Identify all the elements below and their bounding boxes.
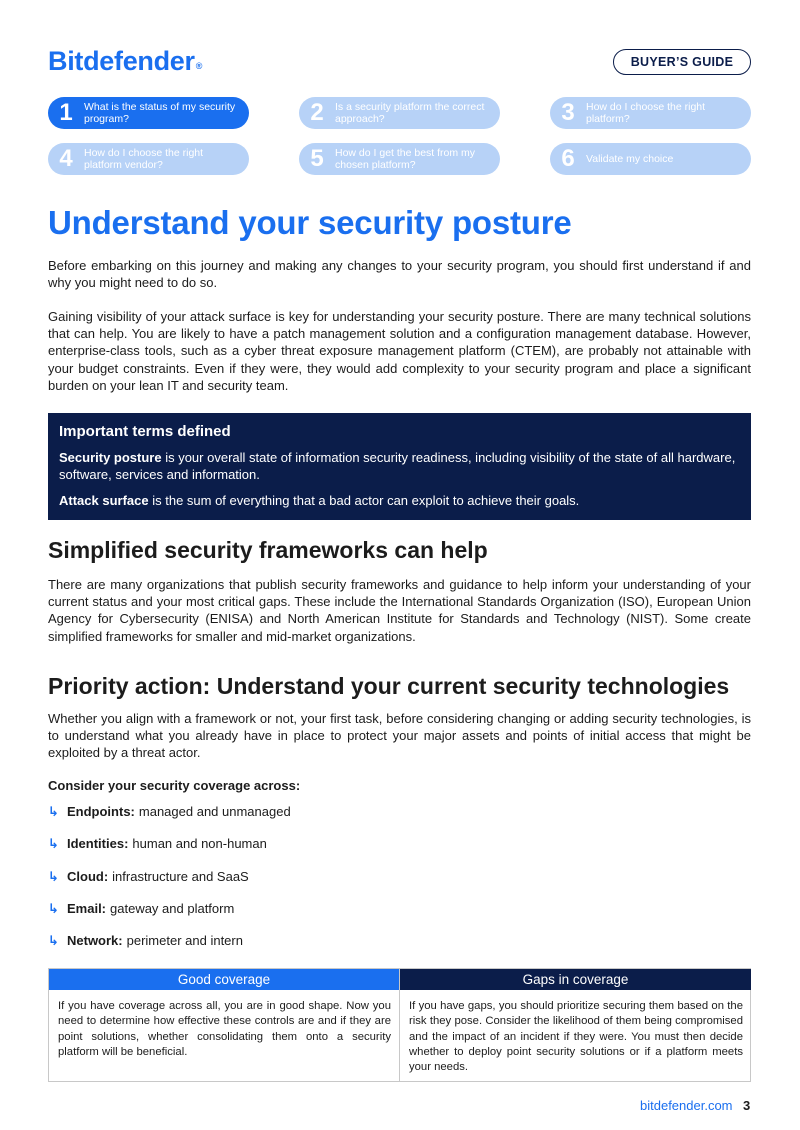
guide-steps-nav bbox=[48, 97, 751, 177]
item-text: infrastructure and SaaS bbox=[112, 868, 249, 884]
step-number: 2 bbox=[310, 99, 324, 126]
arrow-down-right-icon: ↳ bbox=[48, 868, 59, 884]
priority-prefix: Priority action: bbox=[48, 673, 217, 699]
buyers-guide-badge: BUYER’S GUIDE bbox=[613, 49, 751, 75]
arrow-down-right-icon: ↳ bbox=[48, 933, 59, 949]
coverage-comparison-table bbox=[48, 968, 751, 1082]
page-number: 3 bbox=[743, 1098, 751, 1113]
item-label: Identities: bbox=[67, 836, 129, 852]
step-number: 4 bbox=[59, 145, 73, 172]
step-label: How do I choose the right platform? bbox=[586, 101, 706, 125]
coverage-list bbox=[48, 804, 448, 965]
step-label: What is the status of my security program? bbox=[84, 101, 236, 125]
list-item bbox=[48, 933, 448, 965]
term-security-posture bbox=[59, 449, 740, 483]
important-terms-box bbox=[48, 413, 751, 520]
step-number: 5 bbox=[310, 145, 324, 172]
step-5[interactable] bbox=[299, 143, 500, 175]
step-number: 3 bbox=[561, 99, 575, 126]
term-attack-surface bbox=[59, 492, 740, 509]
bitdefender-logo[interactable] bbox=[48, 46, 202, 77]
item-label: Email: bbox=[67, 900, 107, 916]
page-header bbox=[48, 46, 751, 80]
priority-paragraph: Whether you align with a framework or not, your first task, before considering changing or adding security technologies, is to understand what you already have in place to protect your major assets and points of initial access that might be exploited by a threat actor. bbox=[48, 711, 751, 761]
step-3[interactable] bbox=[550, 97, 751, 129]
frameworks-heading: Simplified security frameworks can help bbox=[48, 537, 488, 563]
page-title: Understand your security posture bbox=[48, 204, 572, 241]
item-text: gateway and platform bbox=[110, 900, 235, 916]
list-item bbox=[48, 804, 448, 836]
step-label: How do I choose the right platform vendor? bbox=[84, 147, 204, 171]
step-number: 6 bbox=[561, 145, 575, 172]
step-label: How do I get the best from my chosen platform? bbox=[335, 147, 476, 171]
step-label: Validate my choice bbox=[586, 153, 674, 165]
step-4[interactable] bbox=[48, 143, 249, 175]
gaps-coverage-text: If you have gaps, you should prioritize securing them based on the risk they pose. Consider the likelihood of them being compromised and the impact of an incident if they were. You must then decide whether to deploy point security solutions or if a platform meets your needs. bbox=[409, 1000, 743, 1074]
item-text: perimeter and intern bbox=[126, 933, 243, 949]
term-definition: is your overall state of information security readiness, including visibility of the state of all hardware, software, services and information. bbox=[59, 450, 736, 483]
priority-action-heading bbox=[48, 673, 729, 700]
intro-paragraph: Before embarking on this journey and making any changes to your security program, you should first understand if and why you might need to do so. bbox=[48, 258, 751, 291]
step-number: 1 bbox=[59, 99, 73, 126]
coverage-list-heading: Consider your security coverage across: bbox=[48, 778, 301, 793]
term-name: Security posture bbox=[59, 450, 162, 465]
arrow-down-right-icon: ↳ bbox=[48, 836, 59, 852]
term-name: Attack surface bbox=[59, 493, 149, 509]
logo-text: Bitdefender bbox=[48, 46, 195, 76]
item-text: managed and unmanaged bbox=[138, 804, 291, 819]
good-coverage-header: Good coverage bbox=[49, 969, 399, 990]
terms-title: Important terms defined bbox=[59, 423, 231, 440]
footer-website-link[interactable]: bitdefender.com bbox=[640, 1098, 733, 1113]
gaps-coverage-header: Gaps in coverage bbox=[400, 969, 751, 990]
item-label: Network: bbox=[67, 933, 123, 949]
priority-title: Understand your current security technologies bbox=[216, 673, 730, 699]
good-coverage-text: If you have coverage across all, you are in good shape. Now you need to determine how effective these controls are and if they are point solutions, whether consolidating them onto a security platform will be beneficial. bbox=[58, 1000, 391, 1058]
logo-registered-mark: ® bbox=[195, 61, 203, 71]
good-coverage-column bbox=[49, 969, 400, 1081]
list-item bbox=[48, 869, 448, 901]
arrow-down-right-icon: ↳ bbox=[48, 804, 59, 819]
item-text: human and non-human bbox=[132, 836, 267, 852]
step-6[interactable] bbox=[550, 143, 751, 175]
step-label: Is a security platform the correct approach? bbox=[335, 101, 485, 125]
visibility-paragraph: Gaining visibility of your attack surface is key for understanding your security posture. There are many technical solutions that can help. You are likely to have a patch management solution and a configuration management database. However, enterprise-class tools, such as a cyber threat exposure management platform (CTEM), are probably not attainable with your budget constraints. Even if they were, they would add complexity to your security program and place a significant burden on your lean IT and security team. bbox=[48, 309, 751, 393]
frameworks-paragraph: There are many organizations that publish security frameworks and guidance to help inform your understanding of your current status and your most critical gaps. These include the International Standards Organization (ISO), European Union Agency for Cybersecurity (ENISA) and North American Institute for Standards and Technology (NIST). Some create simplified frameworks for smaller and mid-market organizations. bbox=[48, 577, 751, 644]
item-label: Endpoints: bbox=[67, 804, 135, 819]
item-label: Cloud: bbox=[67, 868, 109, 884]
arrow-down-right-icon: ↳ bbox=[48, 900, 59, 916]
list-item bbox=[48, 836, 448, 868]
step-1[interactable] bbox=[48, 97, 249, 129]
gaps-coverage-column bbox=[400, 969, 751, 1081]
step-2[interactable] bbox=[299, 97, 500, 129]
term-definition: is the sum of everything that a bad actor can exploit to achieve their goals. bbox=[148, 493, 580, 509]
list-item bbox=[48, 901, 448, 933]
